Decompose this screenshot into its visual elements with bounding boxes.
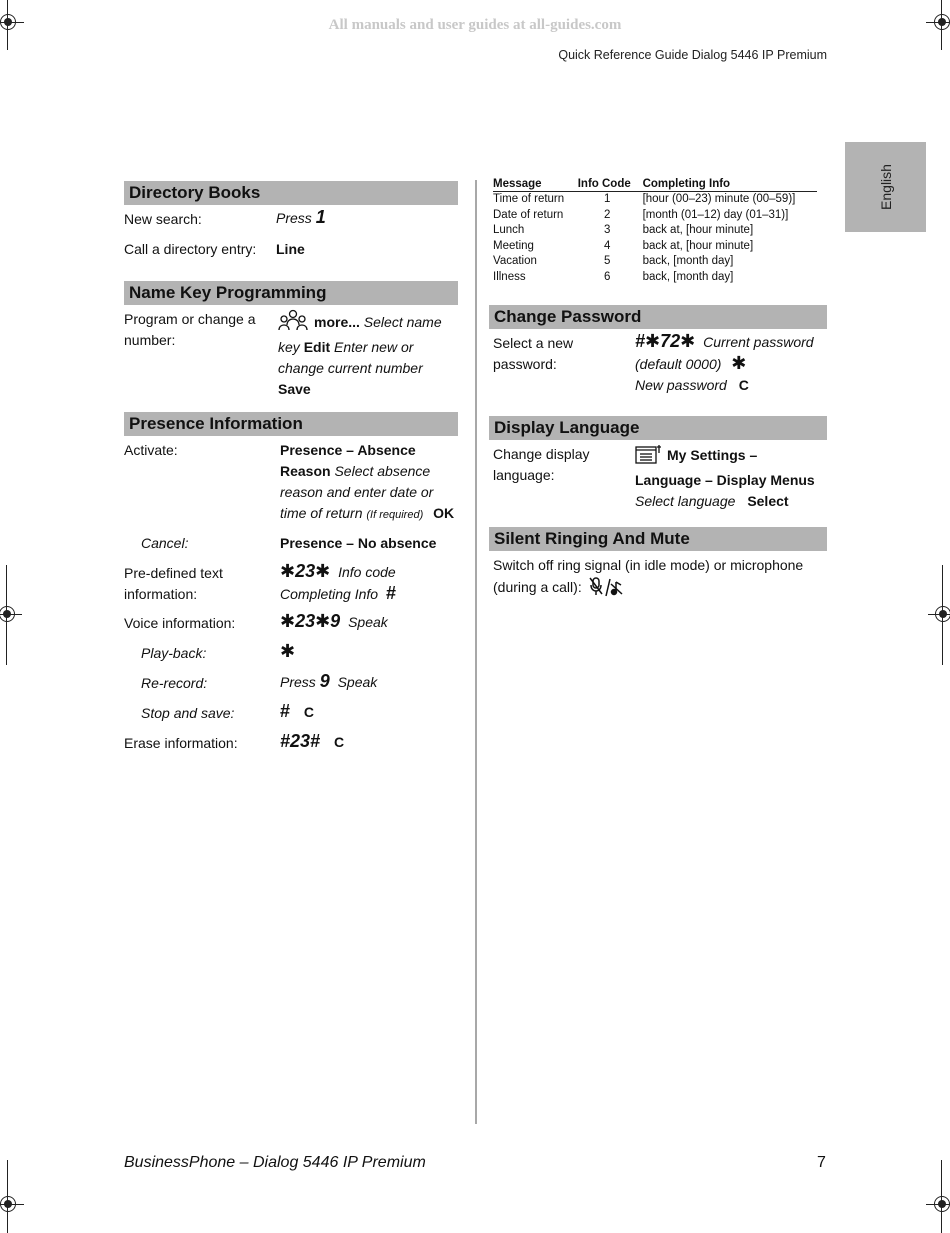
silent-ringing-instructions	[493, 555, 818, 604]
table-cell: Meeting	[493, 239, 534, 252]
press-text: Press	[280, 674, 316, 690]
silent-ringing-heading: Silent Ringing And Mute	[489, 527, 827, 551]
table-cell: 2	[603, 208, 611, 221]
table-row	[493, 223, 817, 239]
table-header: Info Code	[578, 178, 643, 192]
current-password-text: Current password (default 0000)	[635, 334, 814, 372]
table-row	[493, 208, 817, 224]
table-row	[493, 192, 817, 208]
absence-reason-text: Select absence reason and enter date or time of return	[280, 463, 434, 521]
table-cell: back at, [hour minute]	[642, 239, 754, 252]
column-divider	[475, 180, 477, 1124]
voice-code: ✱23✱9	[280, 611, 341, 631]
table-cell: [hour (00–23) minute (00–59)]	[642, 193, 796, 205]
settings-menu-icon	[635, 444, 663, 470]
table-cell: 1	[603, 193, 611, 205]
change-password-heading: Change Password	[489, 305, 827, 329]
erase-info-label: Erase information:	[124, 735, 238, 751]
directory-books-heading: Directory Books	[124, 181, 458, 205]
footer-title: BusinessPhone – Dialog 5446 IP Premium	[124, 1154, 426, 1171]
c-key: C	[333, 734, 345, 750]
completing-info-text: Completing Info	[280, 586, 379, 602]
table-cell: 5	[603, 255, 611, 267]
program-number-label: Program or change a number:	[124, 311, 256, 348]
table-cell: Illness	[493, 270, 526, 283]
language-tab	[845, 142, 926, 232]
rerecord-label: Re-record:	[141, 675, 208, 691]
edit-key: Edit	[303, 339, 331, 355]
table-cell: 3	[603, 224, 611, 236]
table-cell: Time of return	[493, 193, 565, 205]
change-language-label: Change display language:	[493, 446, 590, 483]
language-tab-label: English	[877, 164, 894, 210]
table-cell: back, [month day]	[642, 255, 734, 267]
ok-key: OK	[433, 505, 455, 521]
absence-reason-menu: Presence – Absence Reason	[280, 442, 416, 479]
activate-label: Activate:	[124, 442, 178, 458]
line-key: Line	[276, 241, 305, 257]
voice-info-label: Voice information:	[124, 615, 236, 631]
if-required-note: (If required)	[366, 509, 424, 521]
c-key: C	[303, 704, 315, 720]
table-row	[493, 254, 817, 270]
settings-language-menu: My Settings – Language – Display Menus	[635, 447, 815, 488]
name-key-heading: Name Key Programming	[124, 281, 458, 305]
presence-heading: Presence Information	[124, 412, 458, 436]
save-key: Save	[278, 381, 311, 397]
page-number: 7	[817, 1154, 826, 1171]
activate-instructions	[280, 440, 462, 526]
table-cell: [month (01–12) day (01–31)]	[642, 208, 789, 221]
table-cell: back at, [hour minute]	[642, 224, 754, 236]
table-row	[493, 270, 817, 286]
key-1: 1	[315, 207, 326, 227]
new-search-label: New search:	[124, 211, 202, 227]
mute-icon	[588, 576, 624, 604]
table-cell: back, [month day]	[642, 270, 734, 283]
table-header: Completing Info	[643, 178, 817, 192]
hash-key: #	[385, 583, 396, 603]
stop-save-instructions	[280, 701, 314, 723]
predefined-code: ✱23✱	[280, 561, 331, 581]
silent-ringing-text: Switch off ring signal (in idle mode) or microphone (during a call):	[493, 557, 804, 595]
running-head: Quick Reference Guide Dialog 5446 IP Premium	[558, 48, 827, 62]
predefined-text-label: Pre-defined text information:	[124, 565, 223, 602]
speak-text: Speak	[348, 614, 388, 630]
table-row	[493, 239, 817, 255]
cancel-label: Cancel:	[141, 535, 189, 551]
table-header: Message	[493, 178, 578, 192]
hash-key: #	[280, 701, 291, 721]
no-absence-menu: Presence – No absence	[280, 535, 437, 551]
registration-mark-mid-left	[0, 565, 30, 665]
change-language-instructions	[635, 444, 825, 512]
key-9: 9	[319, 671, 330, 691]
program-number-instructions	[278, 309, 460, 400]
registration-mark-mid-right	[920, 565, 950, 665]
playback-label: Play-back:	[141, 645, 207, 661]
speak-text: Speak	[337, 674, 378, 690]
more-key: more...	[314, 314, 360, 330]
select-language-text: Select language	[635, 493, 736, 509]
rerecord-instructions	[280, 671, 377, 693]
new-password-instructions	[635, 331, 820, 396]
erase-info-instructions	[280, 731, 344, 753]
table-cell: 4	[603, 239, 611, 252]
watermark: All manuals and user guides at all-guides.com	[328, 17, 622, 33]
password-code: #✱72✱	[635, 331, 696, 351]
new-search-value	[276, 207, 326, 229]
predefined-text-instructions	[280, 561, 460, 605]
table-header-row	[493, 178, 817, 192]
new-password-text: New password	[635, 377, 727, 393]
info-code-text: Info code	[338, 564, 396, 580]
registration-mark-bottom-left	[0, 1160, 40, 1233]
table-cell: Lunch	[493, 224, 525, 236]
erase-code: #23#	[280, 731, 321, 751]
stop-save-label: Stop and save:	[141, 705, 235, 721]
contacts-icon	[278, 309, 308, 337]
select-key: Select	[747, 493, 789, 509]
select-name-text: Select name key	[278, 314, 442, 355]
table-cell: Vacation	[493, 255, 537, 267]
c-key: C	[738, 377, 749, 393]
star-key: ✱	[280, 641, 296, 661]
call-entry-label: Call a directory entry:	[124, 241, 257, 257]
press-text: Press	[276, 210, 312, 226]
table-cell: Date of return	[493, 208, 564, 221]
display-language-heading: Display Language	[489, 416, 827, 440]
info-code-table	[493, 178, 817, 285]
new-password-label: Select a new password:	[493, 335, 574, 372]
registration-mark-bottom-right	[920, 1160, 950, 1233]
voice-info-instructions	[280, 611, 388, 633]
table-cell: 6	[603, 270, 611, 283]
star-key: ✱	[731, 353, 747, 373]
enter-new-text: Enter new or change current number	[278, 339, 423, 376]
